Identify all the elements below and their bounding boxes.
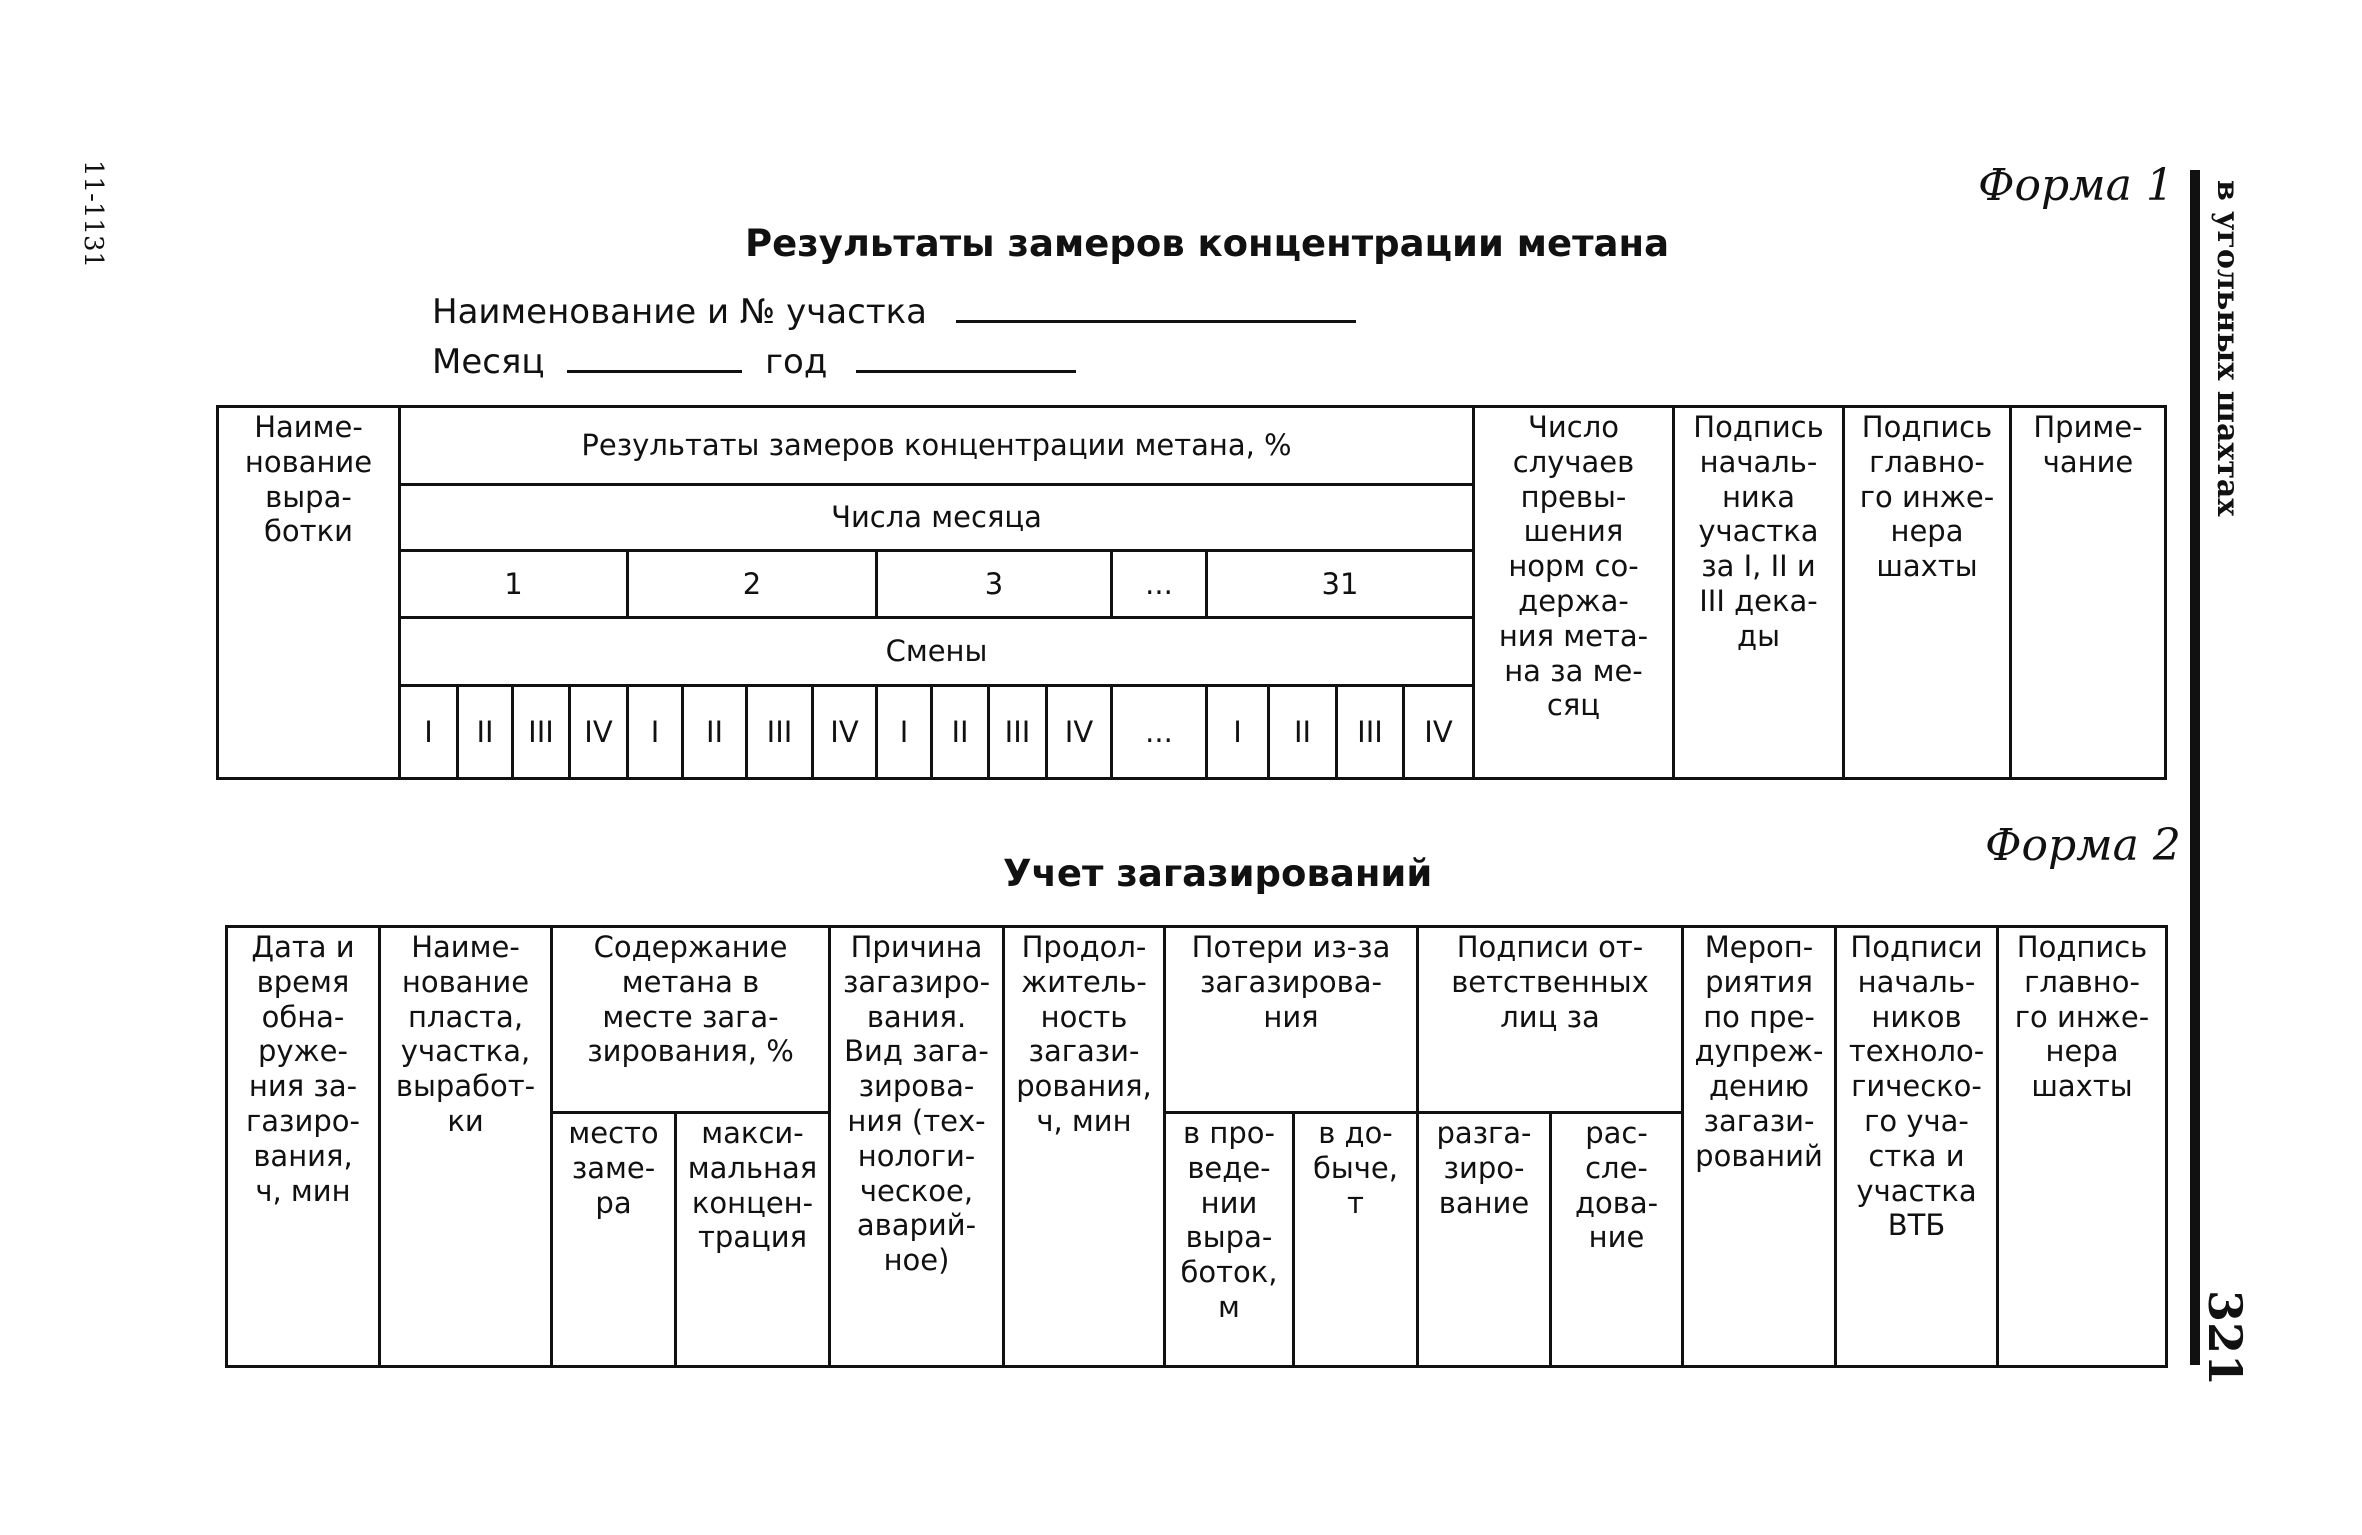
f1-col-note: Приме- чание xyxy=(2011,407,2166,779)
f1-col-sign-section: Подпись началь- ника участка за I, II и III дека- ды xyxy=(1674,407,1844,779)
f1-col-results: Результаты замеров концентрации метана, % xyxy=(400,407,1474,485)
f1-shift: IV xyxy=(570,686,628,779)
f1-shift: III xyxy=(513,686,570,779)
f1-shift: I xyxy=(877,686,932,779)
f1-shift: II xyxy=(1269,686,1337,779)
f2-col-signs: Подписи от- ветственных лиц за xyxy=(1418,927,1683,1113)
form2-label: Форма 2 xyxy=(1985,820,2181,871)
form1-label: Форма 1 xyxy=(1978,160,2174,211)
f2-col-mining: в до- быче, т xyxy=(1294,1113,1418,1367)
f2-col-sign-chief: Подпись главно- го инже- нера шахты xyxy=(1998,927,2167,1367)
f1-col-sign-chief: Подпись главно- го инже- нера шахты xyxy=(1844,407,2011,779)
f1-shift: II xyxy=(683,686,747,779)
f1-day-ellipsis: ... xyxy=(1112,551,1207,618)
f1-shift: I xyxy=(628,686,683,779)
f2-col-name: Наиме- нование пласта, участка, выработ- ки xyxy=(380,927,552,1367)
f2-col-date: Дата и время обна- руже- ния за- газиро- вания, ч, мин xyxy=(227,927,380,1367)
f1-shift: III xyxy=(989,686,1047,779)
f2-col-measures: Мероп- риятия по пре- дупреж- дению загази- рований xyxy=(1683,927,1836,1367)
field-year-label: год xyxy=(765,342,828,382)
f2-col-content: Содержание метана в месте зага- зирования, % xyxy=(552,927,830,1113)
f1-day-2: 2 xyxy=(628,551,877,618)
field-section-label: Наименование и № участка xyxy=(432,292,928,332)
f1-col-days: Числа месяца xyxy=(400,485,1474,551)
f2-col-degas: разга- зиро- вание xyxy=(1418,1113,1551,1367)
f2-col-duration: Продол- житель- ность загази- рования, ч, мин xyxy=(1004,927,1165,1367)
year-blank xyxy=(856,346,1076,373)
page-number: 321 xyxy=(2198,1290,2252,1387)
f1-shift: IV xyxy=(1404,686,1474,779)
f2-col-losses: Потери из-за загазирова- ния xyxy=(1165,927,1418,1113)
f1-shift: II xyxy=(932,686,989,779)
f1-shift: III xyxy=(747,686,813,779)
form2-table xyxy=(225,925,2168,1368)
f1-shift: III xyxy=(1337,686,1404,779)
f1-shift: II xyxy=(458,686,513,779)
month-blank xyxy=(567,346,742,373)
f2-col-cause: Причина загазиро- вания. Вид зага- зирова- ния (тех- нологи- ческое, аварий- ное) xyxy=(830,927,1004,1367)
field-section-line xyxy=(432,292,1356,332)
f1-shift: IV xyxy=(813,686,877,779)
f1-col-shifts: Смены xyxy=(400,618,1474,686)
f1-day-1: 1 xyxy=(400,551,628,618)
side-header: в угольных шахтах xyxy=(2210,180,2245,517)
f2-col-sign-heads: Подписи началь- ников техноло- гическо- го уча- стка и участка ВТБ xyxy=(1836,927,1998,1367)
field-month-label: Месяц xyxy=(432,342,545,382)
f1-shift: IV xyxy=(1047,686,1112,779)
f1-day-31: 31 xyxy=(1207,551,1474,618)
f1-shift: I xyxy=(1207,686,1269,779)
f2-col-max: макси- мальная концен- трация xyxy=(676,1113,830,1367)
f1-col-name: Наиме- нование выра- ботки xyxy=(218,407,400,779)
f2-col-investigation: рас- сле- дова- ние xyxy=(1551,1113,1683,1367)
form1-title: Результаты замеров концентрации метана xyxy=(745,222,1670,265)
f1-shift: I xyxy=(400,686,458,779)
f1-col-exceed: Число случаев превы- шения норм со- держа- ния мета- на за ме- сяц xyxy=(1474,407,1674,779)
f1-day-3: 3 xyxy=(877,551,1112,618)
f2-col-driving: в про- веде- нии выра- боток, м xyxy=(1165,1113,1294,1367)
f1-shift-ellipsis: ... xyxy=(1112,686,1207,779)
form2-title: Учет загазирований xyxy=(1003,852,1433,895)
margin-code: 11-1131 xyxy=(78,160,108,269)
f2-col-place: место заме- ра xyxy=(552,1113,676,1367)
side-rule xyxy=(2190,170,2200,1365)
form1-table xyxy=(216,405,2167,780)
field-month-line xyxy=(432,342,1076,382)
section-blank xyxy=(956,296,1356,323)
